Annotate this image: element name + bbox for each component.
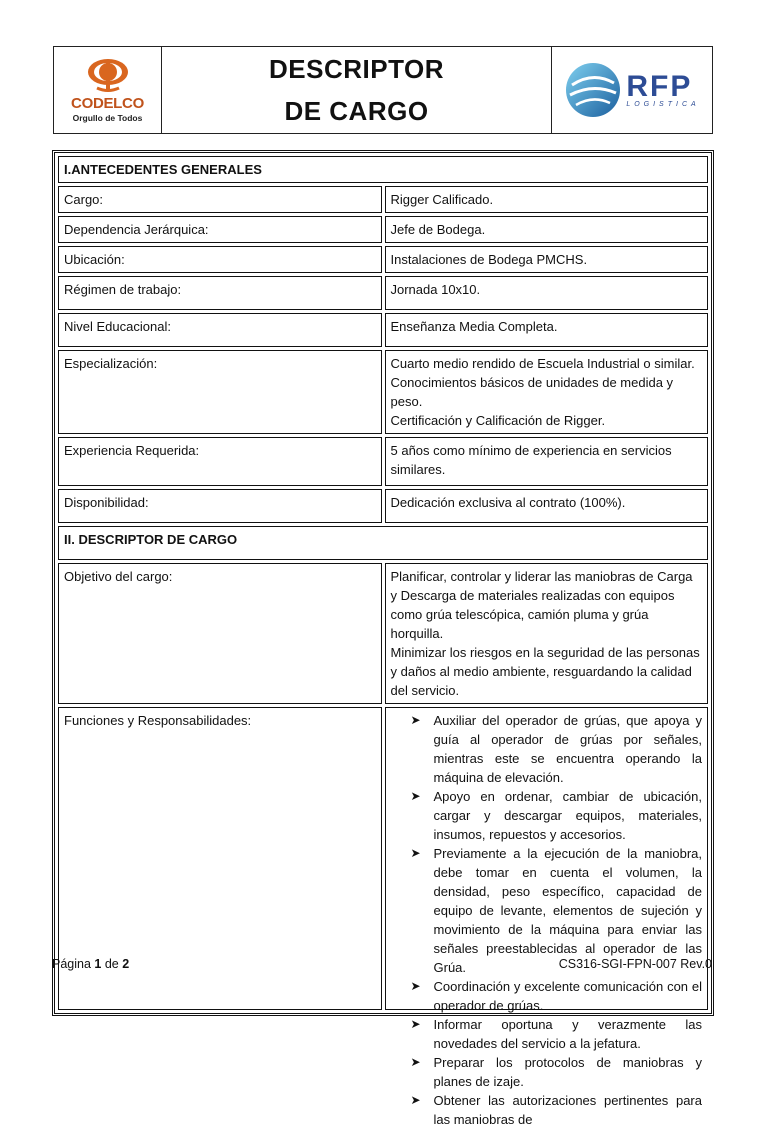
list-item: ➤ Coordinación y excelente comunicación con el operador de grúas. xyxy=(410,979,702,1013)
row-label: Objetivo del cargo: xyxy=(58,563,382,704)
objective-paragraph: Planificar, controlar y liderar las maniobras de Carga y Descarga de materiales realizadas con equipos como grúa telescópica, camión pluma y grúa horquilla. xyxy=(390,569,693,641)
rfp-globe-icon xyxy=(564,61,622,119)
list-item: ➤ Obtener las autorizaciones pertinentes para las maniobras de xyxy=(410,1093,702,1127)
value-line: Cuarto medio rendido de Escuela Industrial o similar. xyxy=(390,356,695,371)
row-label: Cargo: xyxy=(58,186,382,213)
table-row xyxy=(58,246,708,273)
table-row xyxy=(58,489,708,523)
section-1-header-row xyxy=(58,156,708,183)
codelco-name: CODELCO xyxy=(71,95,144,112)
arrow-bullet-icon: ➤ xyxy=(410,713,421,727)
section-2-header-row xyxy=(58,526,708,560)
value-line: Conocimientos básicos de unidades de medida y peso. xyxy=(390,375,674,409)
table-row xyxy=(58,350,708,434)
arrow-bullet-icon: ➤ xyxy=(410,1093,421,1107)
page-title xyxy=(162,47,552,133)
document-code: CS316-SGI-FPN-007 Rev.0 xyxy=(558,957,712,971)
row-label: Experiencia Requerida: xyxy=(58,437,382,486)
page-number: Página 1 de 2 xyxy=(52,957,130,971)
row-label: Especialización: xyxy=(58,350,382,434)
document-header xyxy=(53,46,713,134)
codelco-emblem-icon xyxy=(85,57,131,93)
table-row xyxy=(58,313,708,347)
rfp-logo xyxy=(552,47,712,133)
arrow-bullet-icon: ➤ xyxy=(410,1017,421,1031)
table-row xyxy=(58,437,708,486)
row-label: Dependencia Jerárquica: xyxy=(58,216,382,243)
row-value xyxy=(385,350,709,434)
row-value xyxy=(385,563,709,704)
list-item: ➤ Auxiliar del operador de grúas, que apoya y guía al operador de grúas por señales, mientras este se encuentra operando la máquina de elevación. xyxy=(410,713,702,785)
table-row xyxy=(58,276,708,310)
arrow-bullet-icon: ➤ xyxy=(410,789,421,803)
section-2-title: II. DESCRIPTOR DE CARGO xyxy=(58,526,708,560)
title-line-1: DESCRIPTOR xyxy=(269,54,444,84)
table-row xyxy=(58,216,708,243)
list-item: ➤ Informar oportuna y verazmente las novedades del servicio a la jefatura. xyxy=(410,1017,702,1051)
row-value: 5 años como mínimo de experiencia en servicios similares. xyxy=(385,437,709,486)
row-value: Jefe de Bodega. xyxy=(385,216,709,243)
arrow-bullet-icon: ➤ xyxy=(410,1055,421,1069)
objective-paragraph: Minimizar los riesgos en la seguridad de las personas y daños al medio ambiente, resguardando la calidad del servicio. xyxy=(390,645,700,698)
value-line: Certificación y Calificación de Rigger. xyxy=(390,413,606,428)
row-label: Nivel Educacional: xyxy=(58,313,382,347)
functions-list xyxy=(391,711,703,1129)
rfp-name: RFP xyxy=(626,69,693,103)
row-value: Rigger Calificado. xyxy=(385,186,709,213)
list-item: ➤ Previamente a la ejecución de la maniobra, debe tomar en cuenta el volumen, la densidad, peso específico, capacidad de equipo de levante, elementos de sujeción y movimiento de la máquina para enviar las señales preestablecidas al operador de las Grúa. xyxy=(410,846,702,975)
list-item: ➤ Apoyo en ordenar, cambiar de ubicación, cargar y descargar equipos, materiales, insumos, repuestos y accesorios. xyxy=(410,789,702,842)
table-row xyxy=(58,563,708,704)
row-value: Jornada 10x10. xyxy=(385,276,709,310)
job-descriptor-table xyxy=(52,150,714,1127)
rfp-tagline: LOGISTICA xyxy=(626,100,700,108)
row-label: Ubicación: xyxy=(58,246,382,273)
codelco-tagline: Orgullo de Todos xyxy=(72,113,143,123)
title-line-2: DE CARGO xyxy=(284,96,429,126)
row-label: Funciones y Responsabilidades: xyxy=(58,707,382,1010)
arrow-bullet-icon: ➤ xyxy=(410,846,421,860)
arrow-bullet-icon: ➤ xyxy=(410,979,421,993)
row-label: Régimen de trabajo: xyxy=(58,276,382,310)
row-value: Enseñanza Media Completa. xyxy=(385,313,709,347)
table-row xyxy=(58,186,708,213)
codelco-logo xyxy=(54,47,162,133)
section-1-title: I.ANTECEDENTES GENERALES xyxy=(58,156,708,183)
row-value: Instalaciones de Bodega PMCHS. xyxy=(385,246,709,273)
row-value: Dedicación exclusiva al contrato (100%). xyxy=(385,489,709,523)
list-item: ➤ Preparar los protocolos de maniobras y planes de izaje. xyxy=(410,1055,702,1089)
row-label: Disponibilidad: xyxy=(58,489,382,523)
